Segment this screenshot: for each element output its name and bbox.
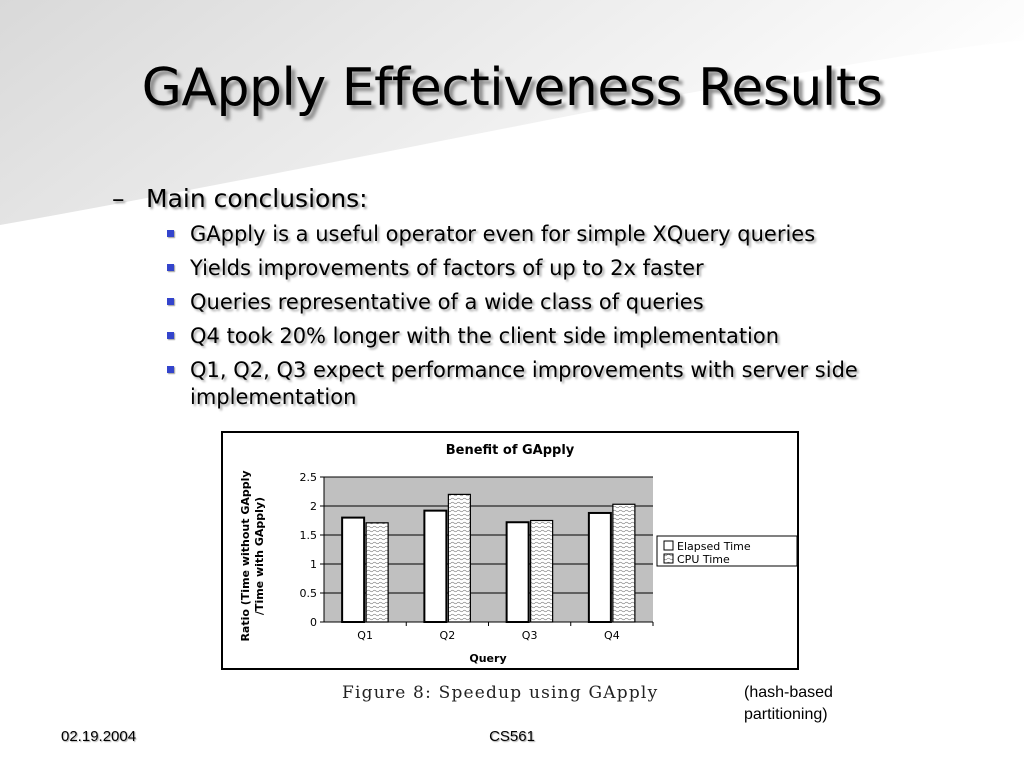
chart-title: Benefit of GApply	[445, 443, 575, 458]
square-bullet-icon	[167, 230, 174, 237]
x-tick-label: Q4	[604, 629, 620, 642]
bar-elapsed-time-q1	[342, 518, 364, 622]
x-tick-label: Q2	[439, 629, 456, 642]
heading-text: Main conclusions:	[146, 184, 368, 213]
bar-chart	[223, 433, 797, 668]
bullet-text: Q1, Q2, Q3 expect performance improvements with server side implementation	[190, 358, 858, 409]
legend-swatch	[664, 554, 673, 563]
main-conclusions-heading	[112, 184, 368, 213]
legend-label: Elapsed Time	[677, 540, 751, 553]
y-tick-label: 0.5	[299, 587, 317, 600]
plot-area	[300, 471, 654, 642]
footer-course: CS561	[489, 728, 535, 745]
dash-bullet: –	[112, 184, 125, 213]
list-item	[164, 289, 950, 316]
bar-elapsed-time-q3	[507, 522, 529, 622]
chart-legend	[657, 536, 797, 566]
legend-swatch	[664, 541, 673, 550]
chart-frame	[221, 431, 799, 670]
bar-cpu-time-q3	[531, 521, 553, 623]
y-tick-label: 1	[310, 558, 317, 571]
bar-elapsed-time-q4	[589, 513, 611, 622]
square-bullet-icon	[167, 264, 174, 271]
list-item	[164, 357, 950, 411]
y-axis-label: Ratio (Time without GApply/Time with GApply)	[239, 470, 266, 642]
bar-cpu-time-q1	[366, 523, 388, 622]
x-tick-label: Q1	[357, 629, 373, 642]
list-item	[164, 323, 950, 350]
footer-date: 02.19.2004	[61, 728, 137, 745]
legend-label: CPU Time	[677, 553, 730, 566]
square-bullet-icon	[167, 298, 174, 305]
square-bullet-icon	[167, 332, 174, 339]
partitioning-note: (hash-based partitioning)	[744, 684, 833, 723]
bar-cpu-time-q2	[448, 494, 470, 622]
y-tick-label: 2	[310, 500, 317, 513]
square-bullet-icon	[167, 366, 174, 373]
bullet-text: Yields improvements of factors of up to 2x faster	[190, 256, 704, 280]
list-item	[164, 255, 950, 282]
x-axis-label: Query	[469, 652, 507, 665]
y-tick-label: 0	[310, 616, 317, 629]
list-item	[164, 221, 950, 248]
bullet-text: GApply is a useful operator even for simple XQuery queries	[190, 222, 816, 246]
bullet-text: Queries representative of a wide class of queries	[190, 290, 704, 314]
bar-elapsed-time-q2	[424, 511, 446, 622]
x-tick-label: Q3	[521, 629, 538, 642]
slide-title: GApply Effectiveness Results	[141, 58, 883, 118]
bar-cpu-time-q4	[613, 504, 635, 622]
figure-caption: Figure 8: Speedup using GApply	[342, 683, 659, 703]
y-tick-label: 1.5	[299, 529, 317, 542]
y-tick-label: 2.5	[299, 471, 317, 484]
bullet-text: Q4 took 20% longer with the client side implementation	[190, 324, 780, 348]
conclusion-list	[164, 221, 950, 418]
